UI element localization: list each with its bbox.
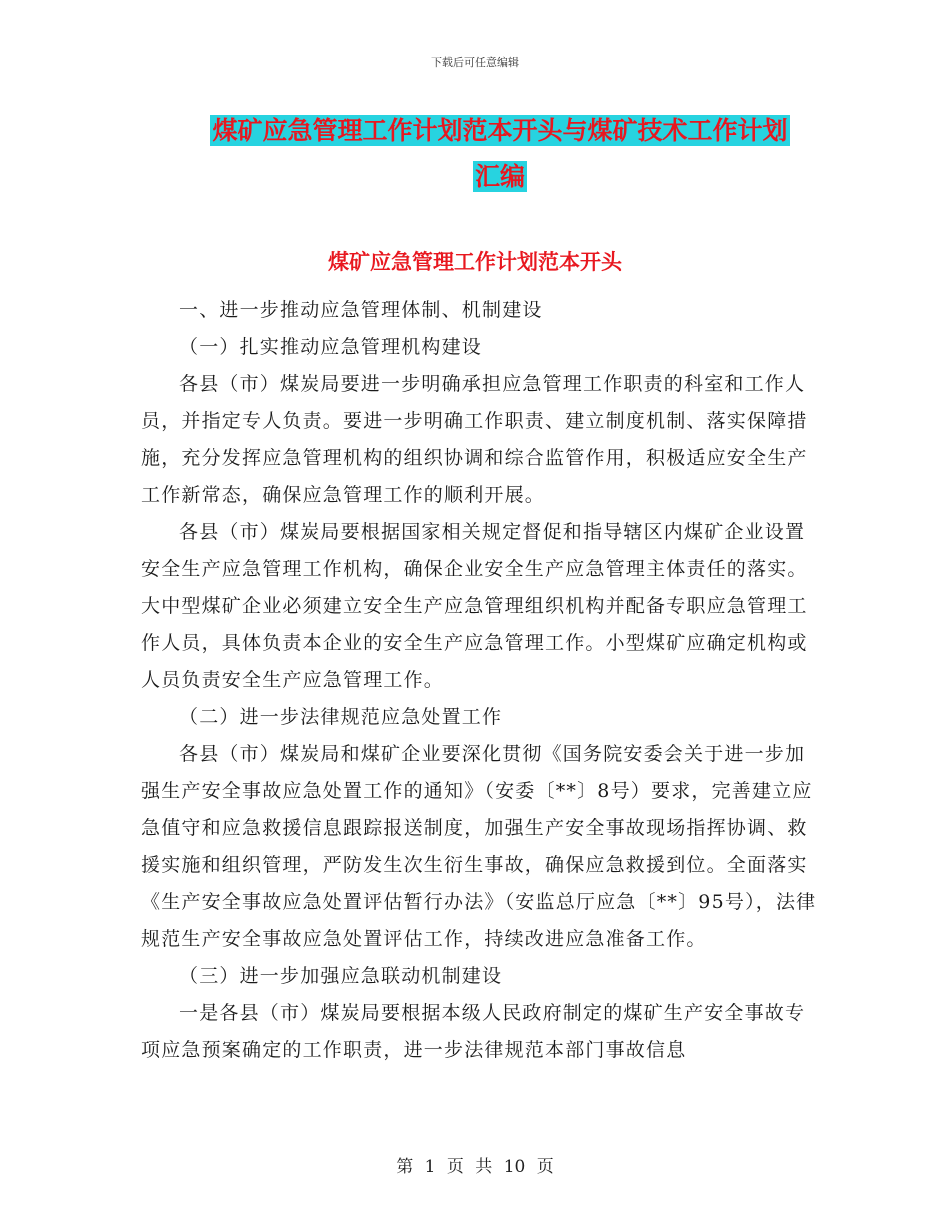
header-note: 下载后可任意编辑: [431, 56, 519, 69]
subheading-3: （三）进一步加强应急联动机制建设: [179, 965, 503, 987]
title-line-1: 煤矿应急管理工作计划范本开头与煤矿技术工作计划: [212, 116, 788, 145]
body-paragraph: 各县（市）煤炭局和煤矿企业要深化贯彻《国务院安委会关于进一步加强生产安全事故应急处置工作的通知》（安委〔**〕8号）要求，完善建立应急值守和应急救援信息跟踪报送制度，加强生产安全事故现场指挥协调、救援实施和组织管理，严防发生次生衍生事故，确保应急救援到位。全面落实《生产安全事故应急处置评估暂行办法》（安监总厅应急〔**〕95号），法律规范生产安全事故应急处置评估工作，持续改进应急准备工作。: [141, 743, 817, 950]
document-body: [141, 292, 821, 1069]
document-title: [150, 108, 850, 200]
section-title: 煤矿应急管理工作计划范本开头: [328, 250, 622, 274]
body-paragraph: 各县（市）煤炭局要根据国家相关规定督促和指导辖区内煤矿企业设置安全生产应急管理工作机构，确保企业安全生产应急管理主体责任的落实。大中型煤矿企业必须建立安全生产应急管理组织机构并配备专职应急管理工作人员，具体负责本企业的安全生产应急管理工作。小型煤矿应确定机构或人员负责安全生产应急管理工作。: [141, 521, 808, 691]
subheading-2: （二）进一步法律规范应急处置工作: [179, 706, 503, 728]
body-paragraph: 一是各县（市）煤炭局要根据本级人民政府制定的煤矿生产安全事故专项应急预案确定的工作职责，进一步法律规范本部门事故信息: [141, 1002, 806, 1061]
heading-1: 一、进一步推动应急管理体制、机制建设: [179, 299, 543, 321]
page-footer: 第 1 页 共 10 页: [396, 1157, 554, 1177]
subheading-1: （一）扎实推动应急管理机构建设: [179, 336, 483, 358]
title-line-2: 汇编: [474, 162, 525, 191]
body-paragraph: 各县（市）煤炭局要进一步明确承担应急管理工作职责的科室和工作人员，并指定专人负责。要进一步明确工作职责、建立制度机制、落实保障措施，充分发挥应急管理机构的组织协调和综合监管作用，积极适应安全生产工作新常态，确保应急管理工作的顺利开展。: [141, 373, 808, 506]
